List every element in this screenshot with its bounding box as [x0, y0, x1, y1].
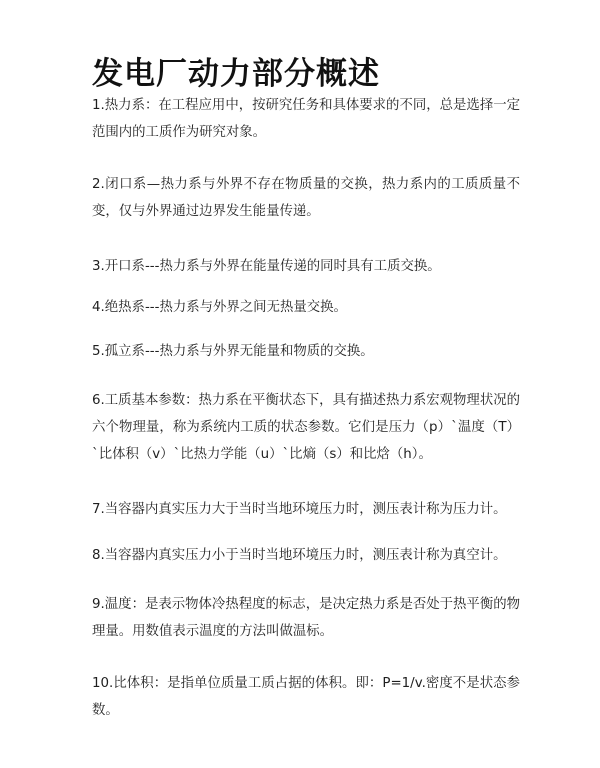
- paragraph-8: 8.当容器内真实压力小于当时当地环境压力时，测压表计称为真空计。: [92, 548, 507, 563]
- paragraph-5: 5.孤立系---热力系与外界无能量和物质的交换。: [92, 344, 374, 359]
- paragraph-4: 4.绝热系---热力系与外界之间无热量交换。: [92, 300, 347, 315]
- paragraph-3: 3.开口系---热力系与外界在能量传递的同时具有工质交换。: [92, 259, 441, 274]
- paragraph-10: 10.比体积：是指单位质量工质占据的体积。即：P=1/v.密度不是状态参数。: [92, 676, 520, 718]
- document-title: 发电厂动力部分概述: [92, 56, 380, 92]
- paragraph-1: 1.热力系：在工程应用中，按研究任务和具体要求的不同，总是选择一定范围内的工质作为研究对象。: [92, 98, 520, 140]
- paragraph-2: 2.闭口系—热力系与外界不存在物质量的交换，热力系内的工质质量不变，仅与外界通过边界发生能量传递。: [92, 177, 520, 219]
- paragraph-9: 9.温度：是表示物体冷热程度的标志，是决定热力系是否处于热平衡的物理量。用数值表示温度的方法叫做温标。: [92, 597, 520, 639]
- paragraph-6: 6.工质基本参数：热力系在平衡状态下，具有描述热力系宏观物理状况的六个物理量，称为系统内工质的状态参数。它们是压力（p）`温度（T）`比体积（v）`比热力学能（u）`比熵（s）和比焓（h）。: [92, 393, 520, 462]
- paragraph-7: 7.当容器内真实压力大于当时当地环境压力时，测压表计称为压力计。: [92, 502, 507, 517]
